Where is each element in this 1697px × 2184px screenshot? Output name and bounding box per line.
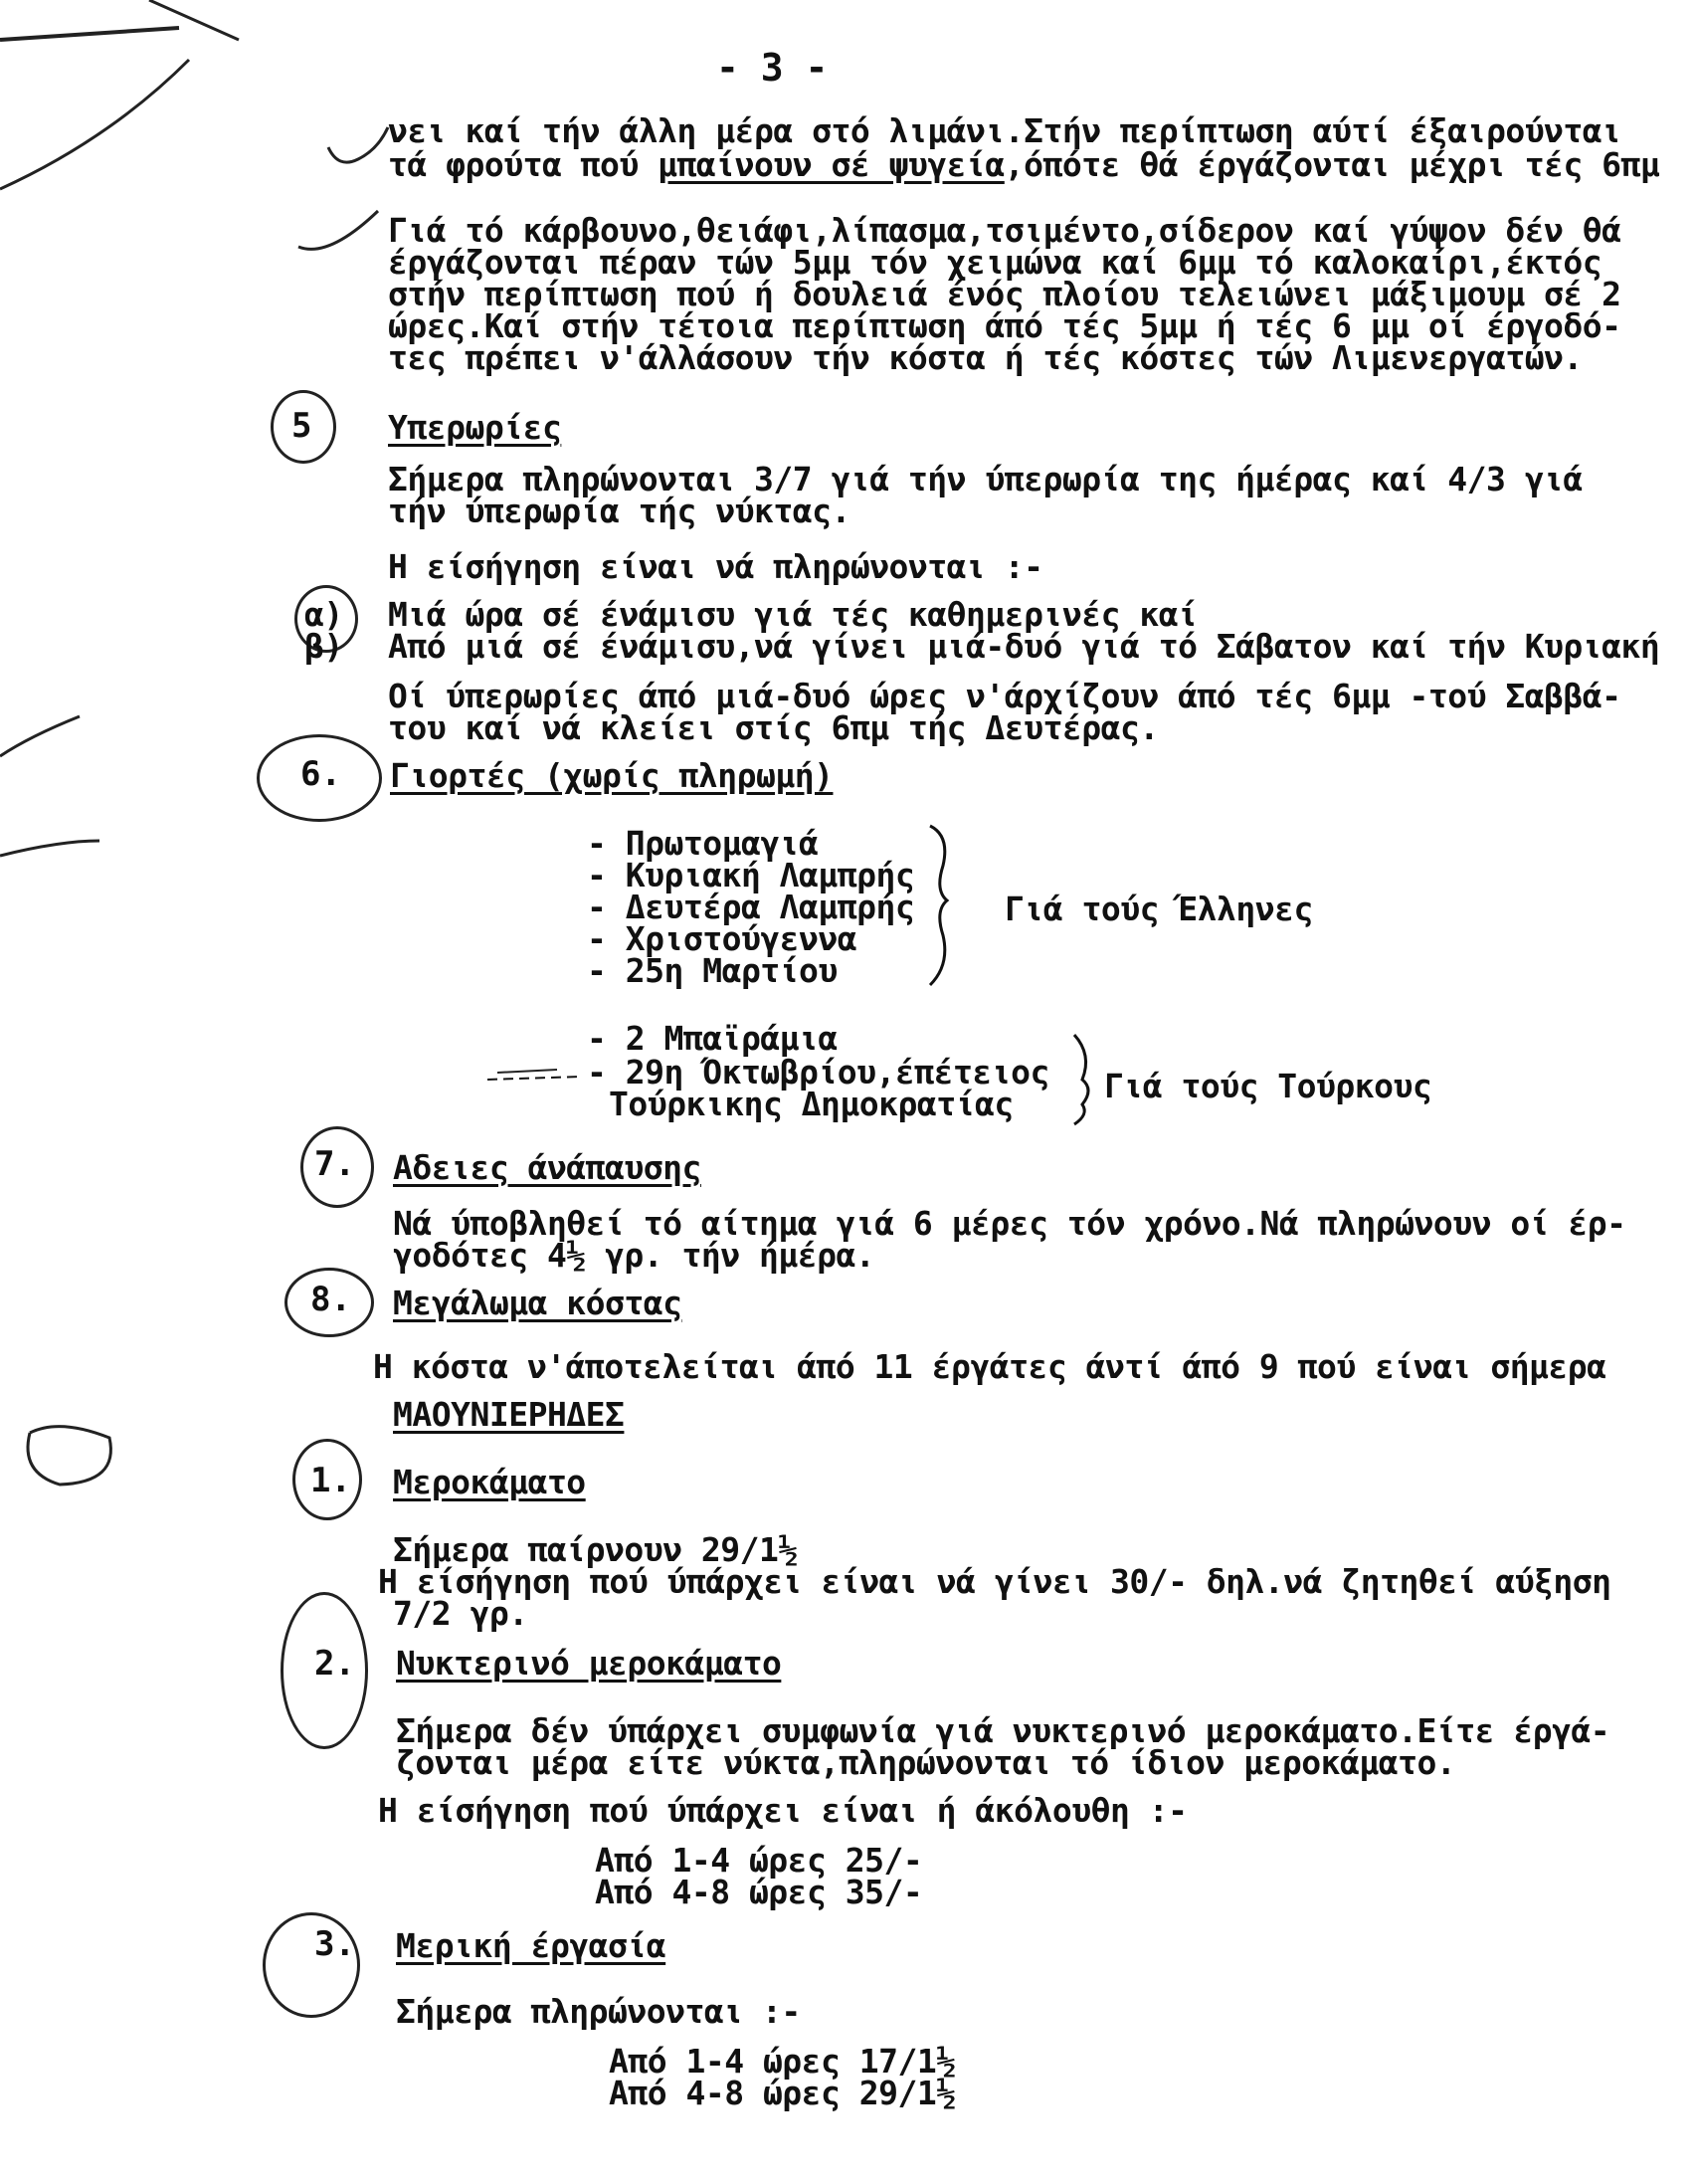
m1-line-1: Σήμερα παίρνουν 29/1½ <box>393 1530 798 1569</box>
section-5-line-5: του καί νά κλείει στίς 6πμ τής Δευτέρας. <box>388 708 1159 747</box>
greek-holiday-3: - Δευτέρα Λαμπρής <box>587 888 915 926</box>
m3-number: 3. <box>314 1924 355 1964</box>
m2-line-1: Σήμερα δέν ύπάρχει συμφωνία γιά νυκτερινό μεροκάματο.Είτε έργά- <box>396 1711 1610 1750</box>
section-8-line-1: Η κόστα ν'άποτελείται άπό 11 έργάτες άντί άπό 9 πού είναι σήμερα <box>373 1347 1606 1386</box>
section-5-line-4: Οί ύπερωρίες άπό μιά-δυό ώρες ν'άρχίζουν άπό τές 6μμ -τού Σαββά- <box>388 677 1621 715</box>
item-a-text: Μιά ώρα σέ ένάμισυ γιά τές καθημερινές καί <box>388 595 1198 634</box>
greek-holiday-5: - 25η Μαρτίου <box>587 951 838 990</box>
m1-line-2: Η είσήγηση πού ύπάρχει είναι νά γίνει 30/- δηλ.νά ζητηθεί αύξηση <box>378 1562 1611 1601</box>
section-7-line-2: γοδότες 4½ γρ. τήν ήμέρα. <box>393 1236 875 1275</box>
section-5-number: 5 <box>291 406 312 446</box>
heading-maounieridhes: ΜΑΟΥΝΙΕΡΗΔΕΣ <box>393 1395 625 1434</box>
section-6-title: Γιορτές (χωρίς πληρωμή) <box>390 756 834 795</box>
greek-label: Γιά τούς Έλληνες <box>1005 890 1313 928</box>
m3-line-1: Σήμερα πληρώνονται :- <box>396 1992 801 2031</box>
section-7-title: Αδειες άνάπαυσης <box>393 1148 701 1187</box>
m2-rate-2: Από 4-8 ώρες 35/- <box>595 1873 923 1911</box>
section-6-number: 6. <box>300 754 341 794</box>
m3-title: Μερική έργασία <box>396 1926 666 1965</box>
m2-line-3: Η είσήγηση πού ύπάρχει είναι ή άκόλουθη :- <box>378 1791 1188 1830</box>
section-5-line-1: Σήμερα πληρώνονται 3/7 γιά τήν ύπερωρία της ήμέρας καί 4/3 γιά <box>388 460 1583 498</box>
coal-line-4: ώρες.Καί στήν τέτοια περίπτωση άπό τές 5μμ ή τές 6 μμ οί έργοδό- <box>388 306 1621 345</box>
coal-line-3: στήν περίπτωση πού ή δουλειά ένός πλοίου τελειώνει μάξιμουμ σέ 2 <box>388 275 1621 313</box>
section-5-line-2: τήν ύπερωρία τής νύκτας. <box>388 492 850 530</box>
section-8-title: Μεγάλωμα κόστας <box>393 1284 682 1322</box>
page-number: - 3 - <box>716 46 828 90</box>
m1-number: 1. <box>310 1461 351 1500</box>
turkish-holiday-2: - 29η Όκτωβρίου,έπέτειος <box>587 1053 1049 1092</box>
section-5-line-3: Η είσήγηση είναι νά πληρώνονται :- <box>388 547 1043 586</box>
coal-line-1: Γιά τό κάρβουνο,θειάφι,λίπασμα,τσιμέντο,σίδερον καί γύψον δέν θά <box>388 211 1621 250</box>
turkish-holiday-1: - 2 Μπαϊράμια <box>587 1019 838 1058</box>
intro-line-2: τά φρούτα πού μπαίνουν σέ ψυγεία,όπότε θά έργάζονται μέχρι τές 6πμ <box>388 145 1660 184</box>
intro-line-1: νει καί τήν άλλη μέρα στό λιμάνι.Στήν περίπτωση αύτί έξαιρούνται <box>388 111 1621 150</box>
m1-line-3: 7/2 γρ. <box>393 1594 528 1633</box>
m2-number: 2. <box>314 1644 355 1684</box>
m2-rate-1: Από 1-4 ώρες 25/- <box>595 1841 923 1880</box>
coal-line-5: τες πρέπει ν'άλλάσουν τήν κόστα ή τές κόστες τών Λιμενεργατών. <box>388 338 1583 377</box>
m2-title: Νυκτερινό μεροκάματο <box>396 1644 782 1683</box>
m3-rate-1: Από 1-4 ώρες 17/1½ <box>609 2042 956 2081</box>
greek-holiday-1: - Πρωτομαγιά <box>587 824 819 863</box>
turkish-label: Γιά τούς Τούρκους <box>1104 1067 1432 1105</box>
greek-holiday-2: - Κυριακή Λαμπρής <box>587 856 915 894</box>
section-7-number: 7. <box>314 1144 355 1184</box>
coal-line-2: έργάζονται πέραν τών 5μμ τόν χειμώνα καί 6μμ τό καλοκαίρι,έκτός <box>388 243 1603 282</box>
section-8-number: 8. <box>310 1280 351 1319</box>
m1-title: Μεροκάματο <box>393 1463 586 1501</box>
m3-rate-2: Από 4-8 ώρες 29/1½ <box>609 2074 956 2112</box>
section-7-line-1: Νά ύποβληθεί τό αίτημα γιά 6 μέρες τόν χρόνο.Νά πληρώνουν οί έρ- <box>393 1204 1626 1243</box>
item-b-text: Από μιά σέ ένάμισυ,νά γίνει μιά-δυό γιά τό Σάβατον καί τήν Κυριακή <box>388 627 1660 666</box>
turkish-holiday-3: Τούρκικης Δημοκρατίας <box>609 1085 1014 1123</box>
item-b-label: β) <box>304 627 343 666</box>
m2-line-2: ζονται μέρα είτε νύκτα,πληρώνονται τό ίδιον μεροκάματο. <box>396 1743 1456 1782</box>
section-5-title: Υπερωρίες <box>388 408 562 447</box>
greek-holiday-4: - Χριστούγεννα <box>587 919 857 958</box>
item-a-label: α) <box>304 595 343 634</box>
